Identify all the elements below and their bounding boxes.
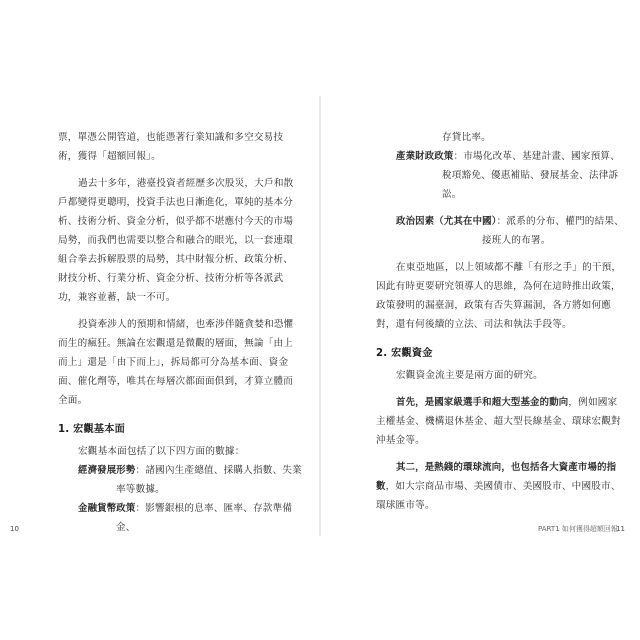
section-intro: 宏觀基本面包括了以下四方面的數據： [78,446,245,457]
emphasis-lead: 其二，是熱錢的環球流向，也包括各大資產市場的指數 [376,462,617,492]
page-number-left: 10 [10,525,19,533]
section-heading: 2. 宏觀資金 [376,348,433,359]
list-item [58,461,302,499]
paragraph [376,458,624,515]
right-page [320,0,640,640]
list-item-term: 產業財政政策 [396,151,454,162]
list-item-text: ：影響銀根的息率、匯率、存款準備金、 [116,503,293,533]
paragraph-text: ，如大宗商品市場、美國債市、美國股市、中國股市、環球匯市等。 [376,481,621,511]
list-item-term: 經濟發展形勢 [78,465,136,476]
list-item [376,147,624,204]
running-head: PART1 如何獲得超額回報 [538,525,618,533]
section-intro: 宏觀資金流主要是兩方面的研究。 [396,370,543,381]
section-heading: 1. 宏觀基本面 [58,424,126,435]
list-item-text: ：諸國內生產總值、採購人指數、失業率等數據。 [116,465,302,495]
left-text-column [58,128,302,537]
list-item-text: ：派系的分布、權門的結果、接班人的布署。 [482,216,624,246]
paragraph: 過去十多年，港臺投資者經歷多次股災，大戶和散戶都變得更聰明，投資手法也日漸進化，單純的基本分析、技術分析、資金分析，似乎都不堪應付今天的市場局勢，而我們也需要以整合和融合的眼光，以一套連環組合拳去拆解股票的局勢，其中財報分析、政策分析、財技分析、行業分析、資金分析、技術分析等各派武功，兼容並蓄，缺一不可。 [58,178,294,303]
paragraph [376,393,624,450]
emphasis-lead: 首先，是國家級選手和超大型基金的動向 [396,397,569,408]
list-item [58,499,302,537]
paragraph: 票，單憑公開管道，也能憑著行業知識和多空交易技術，獲得「超額回報」。 [58,132,284,162]
paragraph: 在東亞地區，以上領域都不離「有形之手」的干預，因此有時更要研究領導人的思維，為何在這時推出政策，政策發明的漏臺洞，政策有否失算漏洞，各方將如何應對，還有何後續的立法、司法和執法手段等。 [376,262,622,330]
page-number-right: 11 [616,525,625,533]
list-item-term: 金融貨幣政策 [78,503,136,514]
right-text-column [376,128,624,515]
list-item-text: ：市場化改革、基建計畫、國家預算、稅項豁免、優惠補貼、發展基金、法律訴訟。 [442,151,620,200]
paragraph: 投資牽涉人的預期和情緒，也牽涉伴隨貪婪和恐懼而生的瘋狂。無論在宏觀還是微觀的層面，無論「由上而上」還是「由下而上」，拆局都可分為基本面、資金面、催化劑等，唯其在每層次都面面俱到，才算立體而全面。 [58,319,294,406]
continuation-line: 存貸比率。 [442,132,491,143]
paragraph-text: ，例如國家主權基金、機構退休基金、超大型長線基金、環球宏觀對沖基金等。 [376,397,621,446]
list-item [376,212,624,250]
list-item-term: 政治因素（尤其在中國） [396,216,497,227]
